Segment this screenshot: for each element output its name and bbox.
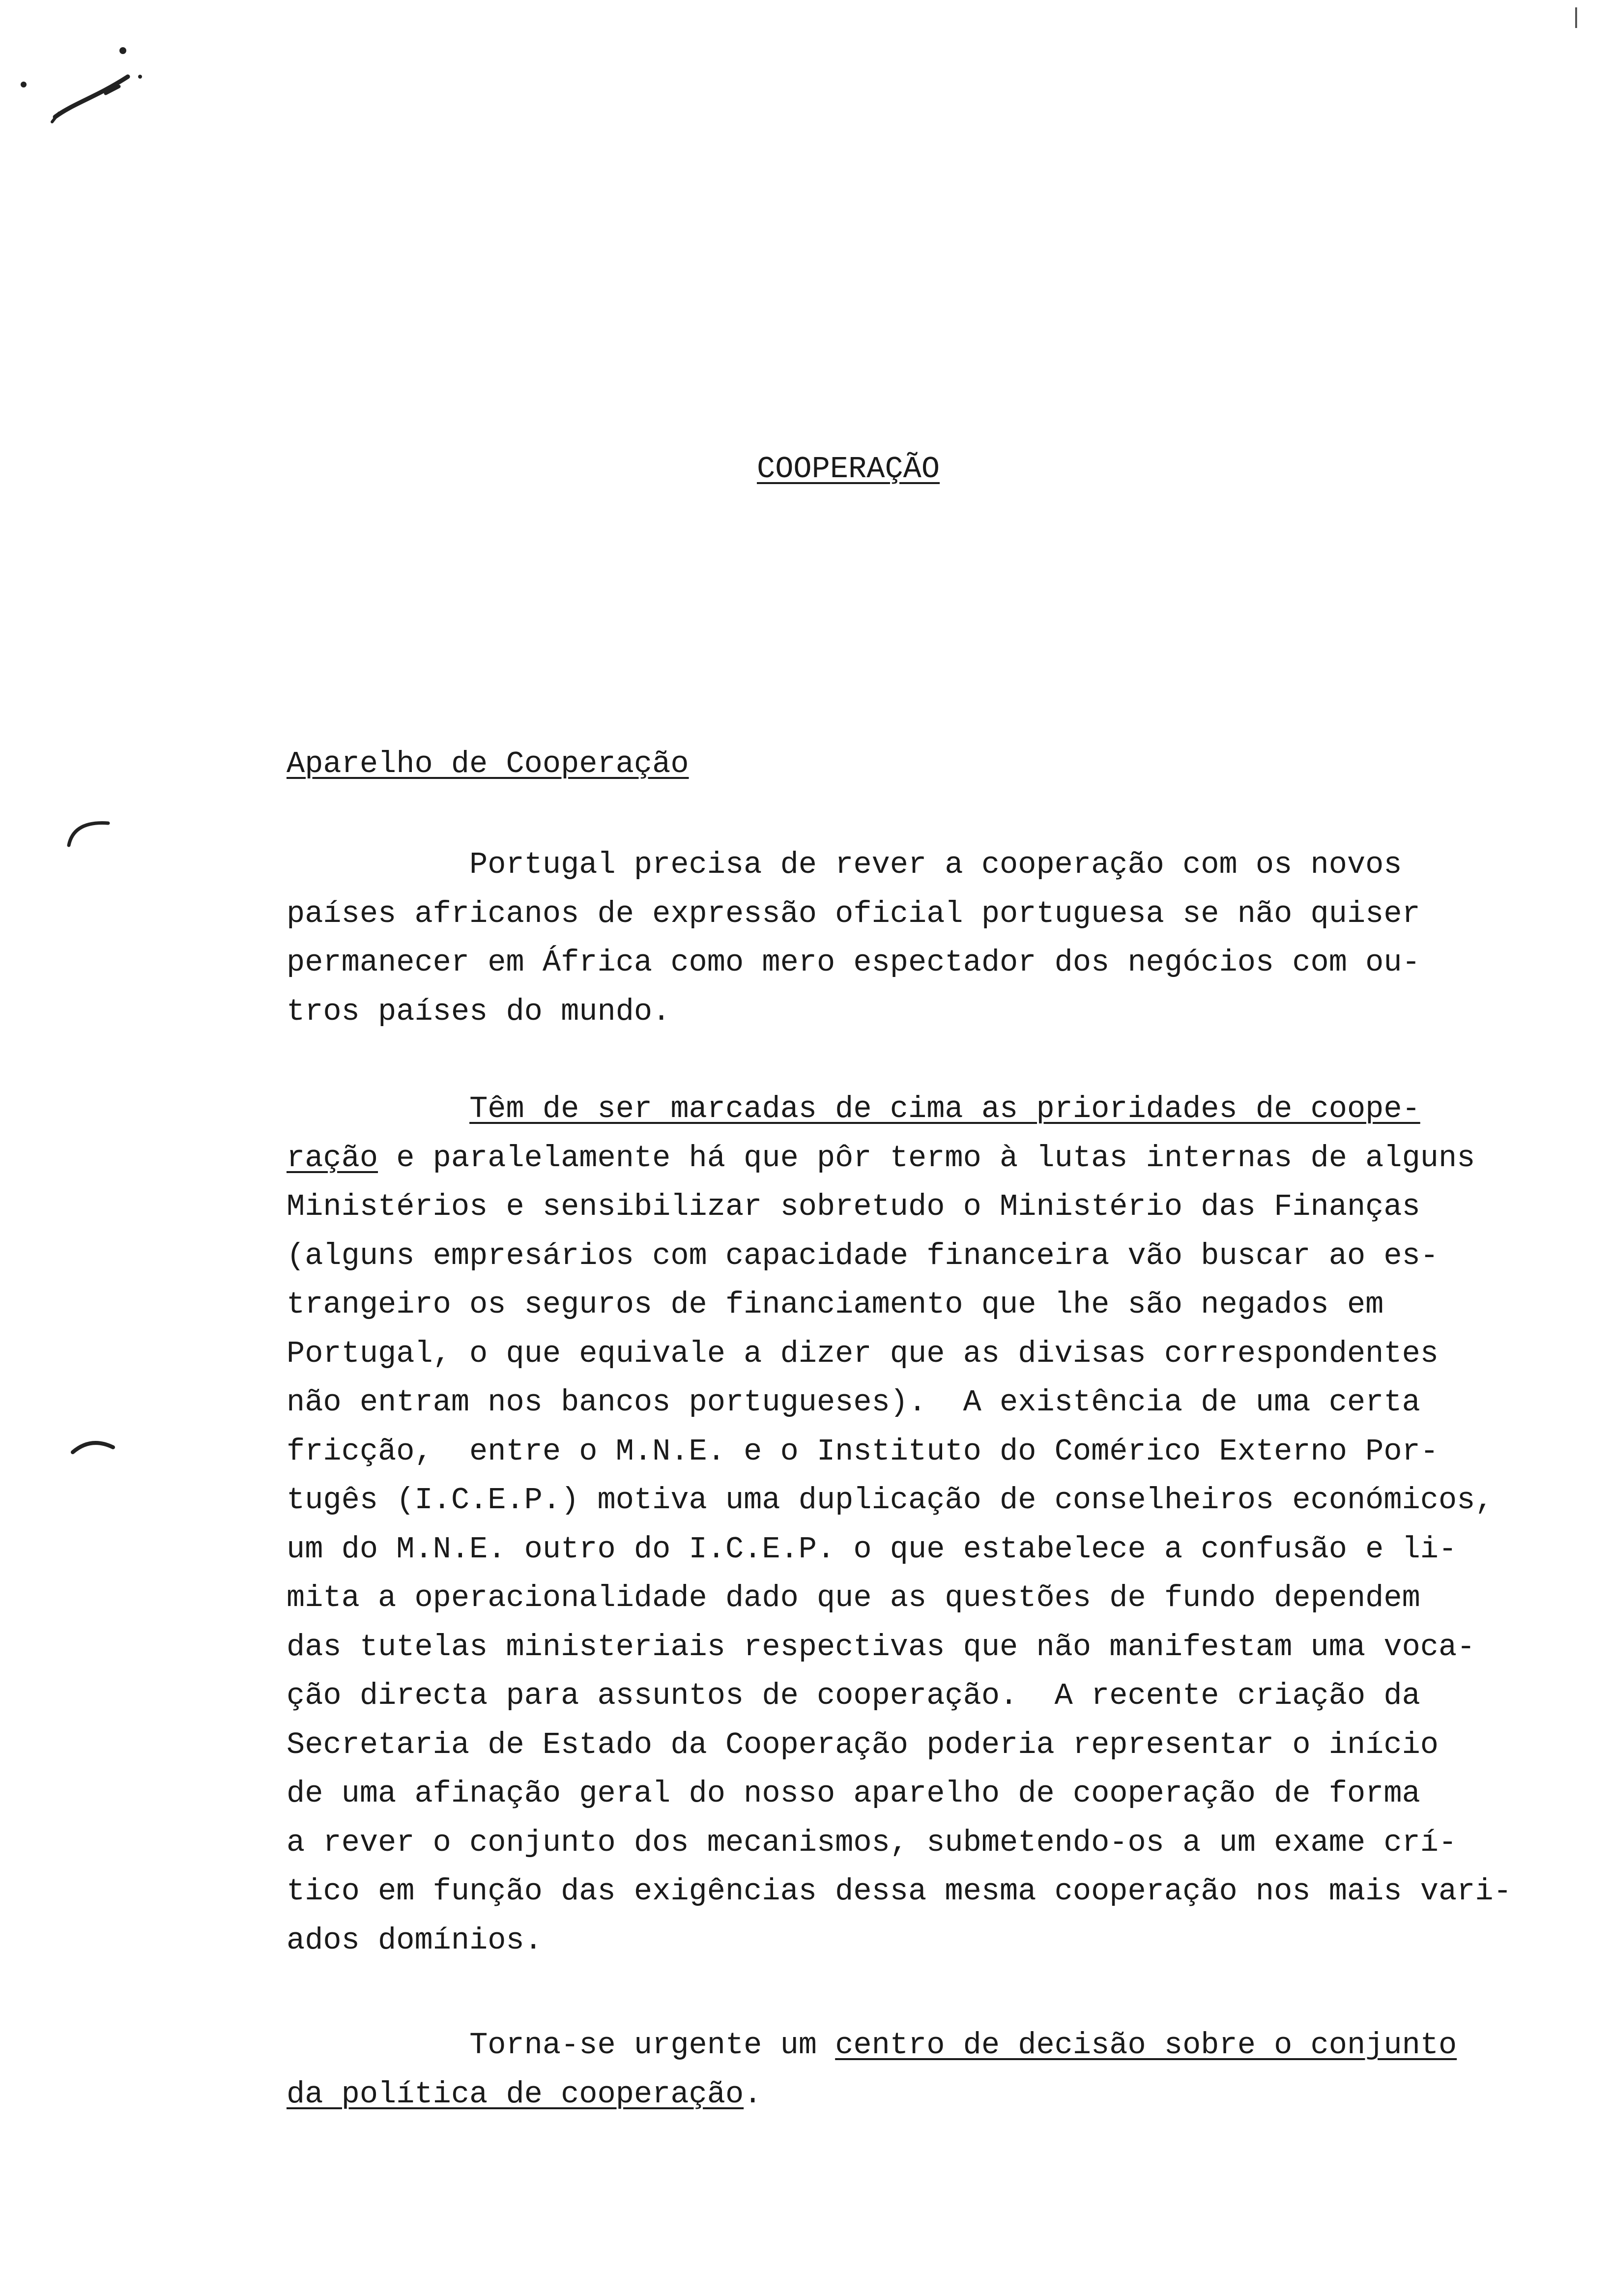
text-line: ção directa para assuntos de cooperação. A recente criação da (287, 1678, 1420, 1713)
binding-arc-mark (69, 1433, 123, 1467)
text-line: das tutelas ministeriais respectivas que não manifestam uma voca- (287, 1629, 1475, 1665)
text-line: Secretaria de Estado da Cooperação poderia representar o início (287, 1727, 1439, 1762)
paragraph-2 (287, 1085, 1604, 1965)
line-indent (287, 2028, 469, 2063)
text-line: fricção, entre o M.N.E. e o Instituto do Comérico Externo Por- (287, 1434, 1439, 1469)
pen-mark-scribble (10, 39, 147, 138)
text-line: Ministérios e sensibilizar sobretudo o Ministério das Finanças (287, 1189, 1420, 1224)
underlined-text: Têm de ser marcadas de cima as prioridades de coope- (469, 1091, 1420, 1126)
paragraph-1 (287, 840, 1604, 1036)
text-line: de uma afinação geral do nosso aparelho de cooperação de forma (287, 1776, 1420, 1811)
text-line: tico em função das exigências dessa mesma cooperação nos mais vari- (287, 1874, 1512, 1909)
text-line: trangeiro os seguros de financiamento que lhe são negados em (287, 1287, 1384, 1322)
text-line: mita a operacionalidade dado que as questões de fundo dependem (287, 1580, 1420, 1615)
underlined-text: da política de cooperação (287, 2076, 744, 2112)
text-line: não entram nos bancos portugueses). A existência de uma certa (287, 1385, 1420, 1420)
text-line: a rever o conjunto dos mecanismos, submetendo-os a um exame crí- (287, 1825, 1457, 1860)
text-line (287, 2070, 1604, 2119)
paragraph-3 (287, 2021, 1604, 2119)
scan-edge-mark (1575, 7, 1577, 28)
line-text: e paralelamente há que pôr termo à lutas internas de alguns (378, 1140, 1475, 1176)
text-line (287, 1134, 1604, 1183)
document-title: COOPERAÇÃO (757, 452, 940, 487)
underlined-text: centro de decisão sobre o conjunto (835, 2028, 1457, 2063)
text-line: tugês (I.C.E.P.) motiva uma duplicação de conselheiros económicos, (287, 1483, 1494, 1518)
text-line: ados domínios. (287, 1923, 543, 1958)
line-text: . (744, 2076, 762, 2112)
text-line (287, 1085, 1604, 1134)
text-line: um do M.N.E. outro do I.C.E.P. o que estabelece a confusão e li- (287, 1531, 1457, 1567)
binding-arc-mark (64, 816, 118, 850)
underlined-text: ração (287, 1140, 378, 1176)
section-heading: Aparelho de Cooperação (287, 746, 689, 781)
text-line: países africanos de expressão oficial portuguesa se não quiser (287, 896, 1420, 931)
text-line: (alguns empresários com capacidade financeira vão buscar ao es- (287, 1238, 1439, 1273)
text-line: Portugal, o que equivale a dizer que as divisas correspondentes (287, 1336, 1439, 1371)
text-line: tros países do mundo. (287, 994, 671, 1029)
line-text: Torna-se urgente um (469, 2028, 835, 2063)
line-indent (287, 1091, 469, 1126)
text-line: permanecer em África como mero espectador dos negócios com ou- (287, 945, 1420, 980)
text-line: Portugal precisa de rever a cooperação com os novos (287, 847, 1402, 882)
text-line (287, 2021, 1604, 2070)
